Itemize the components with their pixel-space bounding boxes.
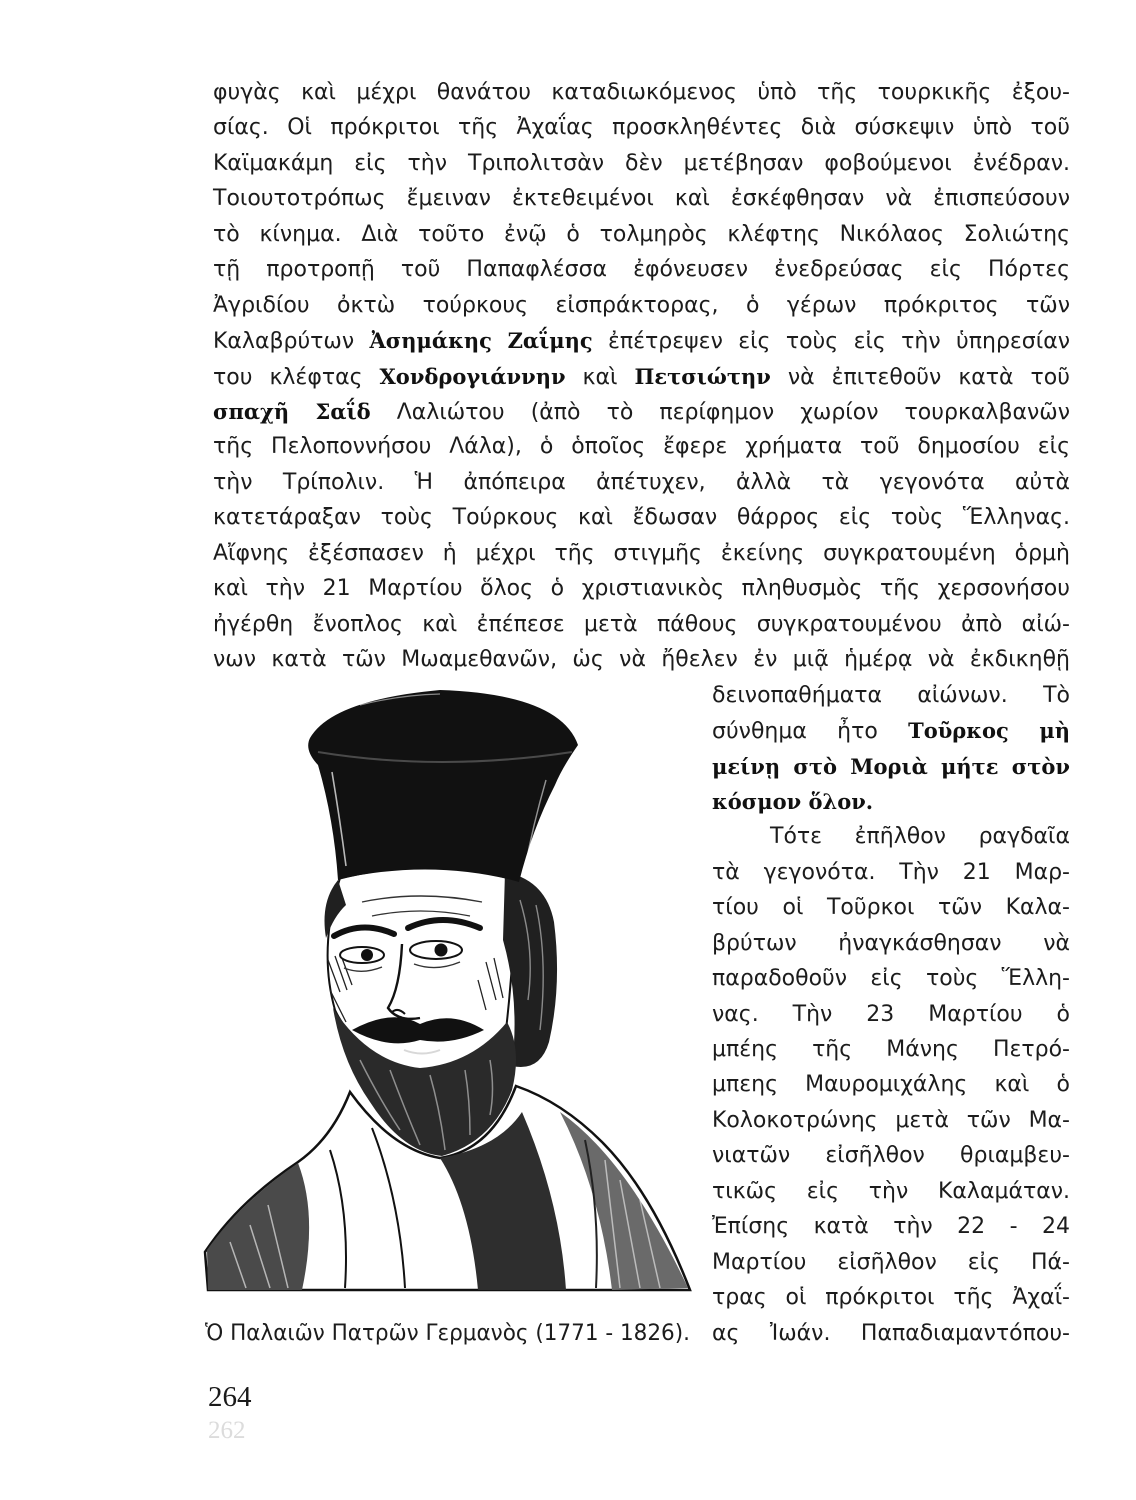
text-line bbox=[213, 571, 1070, 606]
line-text: νὰ ἐπιτεθοῦν κατὰ τοῦ bbox=[770, 364, 1070, 390]
text-line bbox=[213, 288, 1070, 323]
line-text: νων κατὰ τῶν Μωαμεθανῶν, ὡς νὰ ἤθελεν ἐν μιᾷ ἡμέρᾳ νὰ ἐκδικηθῇ bbox=[213, 647, 1070, 672]
line-text: Ἀγριδίου ὀκτὼ τούρκους εἰσπράκτορας, ὁ γέρων πρόκριτος τῶν bbox=[213, 292, 1070, 318]
portrait-illustration bbox=[200, 680, 700, 1300]
line-text: τὴν Τρίπολιν. Ἡ ἀπόπειρα ἀπέτυχεν, ἀλλὰ τὰ γεγονότα αὐτὰ bbox=[213, 469, 1070, 495]
line-content bbox=[213, 323, 1070, 359]
text-line bbox=[712, 961, 1070, 996]
bold-name: σπαχῆ Σαΐδ bbox=[213, 398, 371, 424]
text-line bbox=[712, 997, 1070, 1032]
text-line bbox=[712, 1067, 1070, 1102]
line-text: ἠγέρθη ἔνοπλος καὶ ἐπέπεσε μετὰ πάθους συγκρατουμένου ἀπὸ αἰώ- bbox=[213, 611, 1070, 637]
text-line bbox=[712, 1316, 1070, 1351]
text-line bbox=[213, 394, 1070, 429]
text-line bbox=[213, 607, 1070, 642]
text-line bbox=[712, 678, 1070, 713]
text-line bbox=[712, 713, 1070, 748]
line-text: Καλαβρύτων bbox=[213, 329, 370, 355]
portrait-pupil-right bbox=[435, 944, 448, 957]
text-line-indented bbox=[712, 819, 1070, 854]
text-line bbox=[213, 429, 1070, 464]
bold-slogan: Τοῦρκος μὴ bbox=[908, 718, 1070, 744]
bleed-through-page-number: 262 bbox=[208, 1417, 246, 1444]
bold-name: Χονδρογιάννην bbox=[379, 363, 566, 389]
text-line bbox=[712, 1209, 1070, 1244]
text-line bbox=[712, 855, 1070, 890]
line-text: τῇ προτροπῇ τοῦ Παπαφλέσσα ἐφόνευσεν ἐνεδρεύσας εἰς Πόρτες bbox=[213, 257, 1070, 283]
bold-slogan: κόσμον ὅλον. bbox=[712, 788, 874, 814]
line-text: νιατῶν εἰσῆλθον θριαμβευ- bbox=[712, 1143, 1070, 1169]
text-line bbox=[213, 359, 1070, 394]
text-line bbox=[213, 181, 1070, 216]
text-line bbox=[213, 323, 1070, 358]
figure-caption bbox=[205, 1316, 690, 1351]
line-text: παραδοθοῦν εἰς τοὺς Ἕλλη- bbox=[712, 966, 1070, 992]
text-line bbox=[712, 749, 1070, 784]
line-text: καὶ bbox=[565, 364, 635, 390]
line-text: φυγὰς καὶ μέχρι θανάτου καταδιωκόμενος ὑπὸ τῆς τουρκικῆς ἐξου- bbox=[213, 80, 1070, 105]
portrait-pupil-left bbox=[361, 949, 373, 961]
line-text: τίου οἱ Τοῦρκοι τῶν Καλα- bbox=[712, 895, 1070, 921]
page-number: 264 bbox=[208, 1381, 252, 1413]
line-text: κατετάραξαν τοὺς Τούρκους καὶ ἔδωσαν θάρρος εἰς τοὺς Ἕλληνας. bbox=[213, 505, 1070, 531]
line-text: τικῶς εἰς τὴν Καλαμάταν. bbox=[712, 1178, 1070, 1204]
portrait-hat bbox=[308, 690, 578, 882]
text-line bbox=[213, 536, 1070, 571]
line-text: Μαρτίου εἰσῆλθον εἰς Πά- bbox=[712, 1249, 1070, 1275]
text-line bbox=[213, 146, 1070, 181]
bold-name: Πετσιώτην bbox=[634, 363, 771, 389]
line-text: Αἴφνης ἐξέσπασεν ἡ μέχρι τῆς στιγμῆς ἐκείνης συγκρατουμένη ὁρμὴ bbox=[213, 540, 1070, 566]
line-text: μπεης Μαυρομιχάλης καὶ ὁ bbox=[712, 1072, 1070, 1098]
line-text: Τότε ἐπῆλθον ραγδαῖα bbox=[770, 824, 1070, 850]
text-line bbox=[712, 890, 1070, 925]
text-line bbox=[213, 75, 1070, 110]
line-text: τὰ γεγονότα. Τὴν 21 Μαρ- bbox=[712, 859, 1070, 885]
bold-slogan: μείνῃ στὸ Μοριὰ μήτε στὸν bbox=[712, 753, 1070, 779]
line-content bbox=[213, 394, 1070, 430]
text-line bbox=[712, 1103, 1070, 1138]
text-line bbox=[712, 1174, 1070, 1209]
line-text: ας Ἰωάν. Παπαδιαμαντόπου- bbox=[712, 1320, 1070, 1346]
line-text: ἐπέτρεψεν εἰς τοὺς εἰς τὴν ὑπηρεσίαν bbox=[592, 329, 1070, 355]
line-text: Τοιουτοτρόπως ἔμειναν ἐκτεθειμένοι καὶ ἐσκέφθησαν νὰ ἐπισπεύσουν bbox=[213, 186, 1070, 212]
line-text: μπέης τῆς Μάνης Πετρό- bbox=[712, 1037, 1070, 1063]
text-line bbox=[712, 1138, 1070, 1173]
text-line bbox=[712, 1245, 1070, 1280]
text-line bbox=[213, 110, 1070, 145]
text-line bbox=[213, 500, 1070, 535]
line-content bbox=[213, 359, 1070, 395]
line-text: καὶ τὴν 21 Μαρτίου ὅλος ὁ χριστιανικὸς πληθυσμὸς τῆς χερσονήσου bbox=[213, 576, 1070, 602]
text-line bbox=[213, 465, 1070, 500]
line-text: δεινοπαθήματα αἰώνων. Τὸ bbox=[712, 682, 1070, 708]
line-text: σύνθημα ἦτο bbox=[712, 719, 909, 745]
text-line bbox=[213, 252, 1070, 287]
text-line bbox=[712, 784, 1070, 819]
line-text: Λαλιώτου (ἀπὸ τὸ περίφημον χωρίον τουρκαλβανῶν bbox=[370, 399, 1070, 425]
text-line bbox=[712, 1280, 1070, 1315]
column-text-block bbox=[712, 678, 1070, 1351]
line-text: Κολοκοτρώνης μετὰ τῶν Μα- bbox=[712, 1107, 1070, 1133]
text-line bbox=[712, 1032, 1070, 1067]
text-line bbox=[213, 642, 1070, 677]
line-text: βρύτων ἠναγκάσθησαν νὰ bbox=[712, 930, 1070, 956]
bold-name: Ἀσημάκης Ζαΐμης bbox=[369, 328, 593, 354]
line-text: του κλέφτας bbox=[213, 364, 380, 390]
line-text: νας. Τὴν 23 Μαρτίου ὁ bbox=[712, 1001, 1070, 1027]
caption-text: Ὁ Παλαιῶν Πατρῶν Γερμανὸς (1771 - 1826). bbox=[205, 1321, 690, 1346]
line-content bbox=[712, 713, 1070, 749]
line-text: Καϊμακάμη εἰς τὴν Τριπολιτσὰν δὲν μετέβησαν φοβούμενοι ἐνέδραν. bbox=[213, 150, 1070, 176]
line-text: σίας. Οἱ πρόκριτοι τῆς Ἀχαΐας προσκληθέντες διὰ σύσκεψιν ὑπὸ τοῦ bbox=[213, 115, 1070, 141]
line-text: Ἐπίσης κατὰ τὴν 22 - 24 bbox=[712, 1214, 1070, 1240]
line-text: τὸ κίνημα. Διὰ τοῦτο ἐνῷ ὁ τολμηρὸς κλέφτης Νικόλαος Σολιώτης bbox=[213, 221, 1070, 247]
portrait-robe-shadow-left bbox=[207, 1163, 309, 1290]
text-line bbox=[712, 926, 1070, 961]
line-text: τῆς Πελοποννήσου Λάλα), ὁ ὁποῖος ἔφερε χρήματα τοῦ δημοσίου εἰς bbox=[213, 434, 1070, 460]
full-width-text-block bbox=[213, 75, 1070, 677]
text-line bbox=[213, 217, 1070, 252]
line-text: τρας οἱ πρόκριτοι τῆς Ἀχαΐ- bbox=[712, 1285, 1070, 1311]
